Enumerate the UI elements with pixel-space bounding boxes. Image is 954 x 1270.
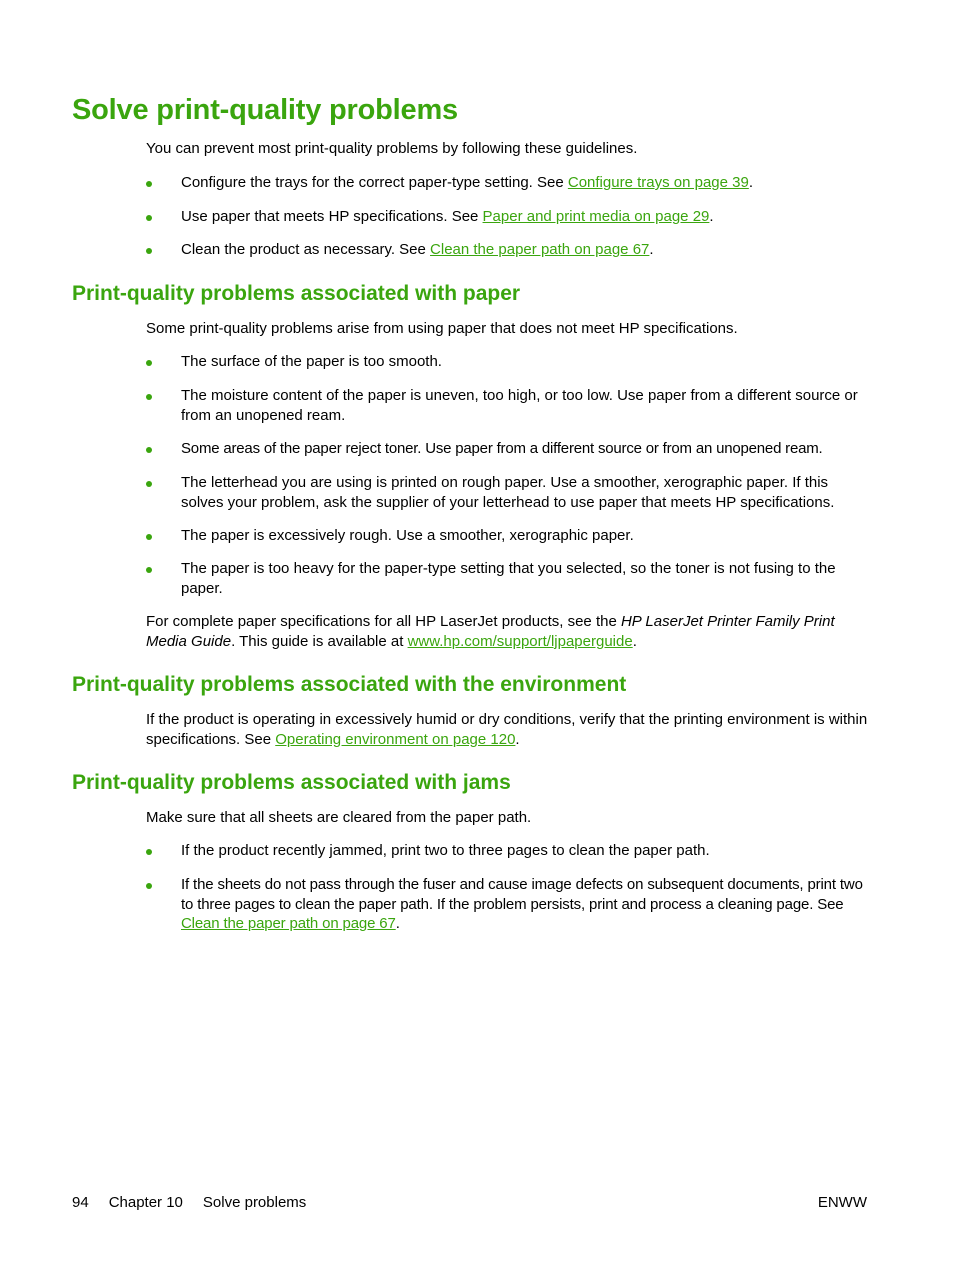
link-ljpaperguide[interactable]: www.hp.com/support/ljpaperguide [407,632,633,650]
link-operating-environment[interactable]: Operating environment on page 120 [275,730,516,748]
environment-paragraph: If the product is operating in excessively humid or dry conditions, verify that the printing environment is within specifications. See Operating environment on page 120. [146,711,868,748]
section-heading-paper: Print-quality problems associated with paper [72,282,521,305]
bullet-icon [146,534,152,540]
list-item: If the sheets do not pass through the fuser and cause image defects on subsequent documents, print two to three pages to clean the paper path. If the problem persists, print and process a cleaning page. See Clean the paper path on page 67. [146,875,868,934]
list-item: The paper is too heavy for the paper-type setting that you selected, so the toner is not fusing to the paper. [146,559,868,598]
bullet-icon [146,481,152,487]
list-item: The paper is excessively rough. Use a smoother, xerographic paper. [146,526,868,546]
jams-intro: Make sure that all sheets are cleared from the paper path. [146,809,532,826]
bullet-icon [146,360,152,366]
bullet-icon [146,849,152,855]
link-clean-paper-path-2[interactable]: Clean the paper path on page 67 [181,915,396,932]
page-footer [72,1193,326,1212]
section-heading-environment: Print-quality problems associated with the environment [72,673,627,696]
list-item: Use paper that meets HP specifications. See Paper and print media on page 29. [146,207,868,227]
chapter-title: Solve problems [202,1194,307,1211]
list-item: Some areas of the paper reject toner. Use paper from a different source or from an unopened ream. [146,439,868,459]
bullet-icon [146,447,152,453]
list-item: The letterhead you are using is printed on rough paper. Use a smoother, xerographic paper. If this solves your problem, ask the supplier of your letterhead to use paper that meets HP specifications. [146,473,868,512]
page-title: Solve print-quality problems [72,94,458,126]
bullet-icon [146,394,152,400]
link-clean-paper-path[interactable]: Clean the paper path on page 67 [430,241,650,258]
link-paper-and-print-media[interactable]: Paper and print media on page 29 [482,208,710,225]
list-item: Clean the product as necessary. See Clean the paper path on page 67. [146,240,868,260]
list-item: The surface of the paper is too smooth. [146,352,868,372]
paper-footnote: For complete paper specifications for all HP LaserJet products, see the HP LaserJet Printer Family Print Media Guide. This guide is available at www.hp.com/support/ljpaperguide. [146,613,835,650]
bullet-icon [146,215,152,221]
list-item: Configure the trays for the correct paper-type setting. See Configure trays on page 39. [146,173,868,193]
section-heading-jams: Print-quality problems associated with jams [72,771,511,794]
footer-code: ENWW [817,1194,867,1211]
list-item: If the product recently jammed, print two to three pages to clean the paper path. [146,841,868,861]
page-number: 94 [72,1194,89,1211]
link-configure-trays[interactable]: Configure trays on page 39 [567,174,749,191]
intro-paragraph: You can prevent most print-quality problems by following these guidelines. [146,140,638,157]
paper-intro: Some print-quality problems arise from using paper that does not meet HP specifications. [146,320,738,337]
bullet-icon [146,567,152,573]
list-item: The moisture content of the paper is uneven, too high, or too low. Use paper from a different source or from an unopened ream. [146,386,868,425]
bullet-icon [146,181,152,187]
chapter-label: Chapter 10 [108,1194,183,1211]
bullet-icon [146,883,152,889]
bullet-icon [146,248,152,254]
